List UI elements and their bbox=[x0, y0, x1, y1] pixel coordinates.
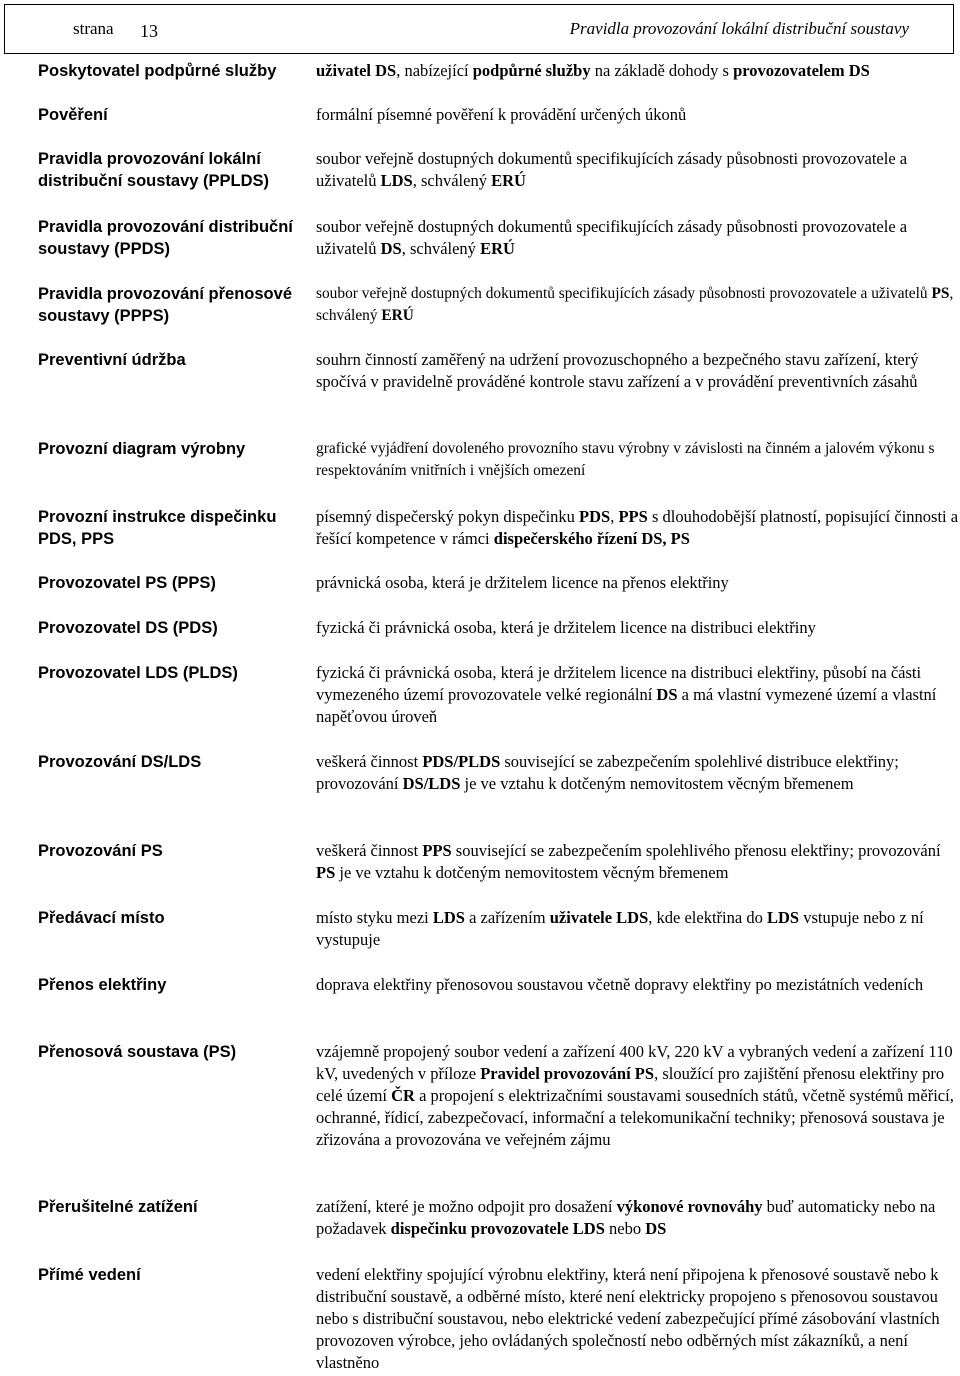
definition-emphasis: DS bbox=[656, 685, 678, 704]
glossary-definition bbox=[316, 1264, 960, 1374]
definition-text: fyzická či právnická osoba, která je držitelem licence na distribuci elektřiny, působí na části vymezeného území provozovatele velké regionální bbox=[316, 663, 922, 704]
glossary-term: Provozovatel DS (PDS) bbox=[38, 619, 218, 637]
definition-text: soubor veřejně dostupných dokumentů specifikujících zásady působnosti provozovatele a uživatelů bbox=[316, 285, 932, 302]
definition-text: zatížení, které je možno odpojit pro dosažení bbox=[316, 1197, 617, 1216]
page-header bbox=[4, 4, 954, 54]
definition-text: vzájemně propojený soubor vedení a zařízení 400 kV, 220 kV a vybraných vedení a zařízení 110 kV, uvedených v příloze bbox=[316, 1042, 953, 1083]
glossary-term: Preventivní údržba bbox=[38, 351, 186, 369]
definition-text: , schválený bbox=[316, 285, 954, 324]
glossary-term: Provozní instrukce dispečinku PDS, PPS bbox=[38, 508, 277, 548]
definition-emphasis: uživatele LDS bbox=[549, 908, 649, 927]
definition-text: související se zabezpečením spolehlivého přenosu elektřiny; provozování bbox=[451, 841, 941, 860]
definition-emphasis: ČR bbox=[391, 1086, 415, 1105]
glossary-term: Přímé vedení bbox=[38, 1266, 141, 1284]
definition-text: a propojení s elektrizačními soustavami sousedních států, včetně systémů měřicí, ochranné, řídicí, zabezpečovací, informační a telekomunikační techniky; přenosová soustava je zřizována a provozována ve veřejném zájmu bbox=[316, 1086, 954, 1149]
definition-text: formální písemné pověření k provádění určených úkonů bbox=[316, 105, 687, 124]
definition-text: na základě dohody s bbox=[590, 61, 734, 80]
definition-text: , schválený bbox=[412, 171, 492, 190]
glossary-term: Provozování DS/LDS bbox=[38, 753, 202, 771]
definition-text: je ve vztahu k dotčeným nemovitostem věcným břemenem bbox=[460, 774, 854, 793]
definition-emphasis: ERÚ bbox=[480, 239, 515, 258]
glossary-definition bbox=[316, 907, 960, 951]
definition-emphasis: Pravidel provozování PS bbox=[480, 1064, 655, 1083]
definition-emphasis: ERÚ bbox=[491, 171, 526, 190]
glossary-definition bbox=[316, 216, 960, 260]
glossary-definition bbox=[316, 506, 960, 550]
definition-text: související se zabezpečením spolehlivé distribuce elektřiny; provozování bbox=[316, 752, 899, 793]
running-title: Pravidla provozování lokální distribuční soustavy bbox=[569, 19, 909, 38]
definition-emphasis: dispečinku provozovatele LDS bbox=[390, 1219, 605, 1238]
glossary-term: Pravidla provozování distribuční soustavy (PPDS) bbox=[38, 218, 293, 258]
glossary-definition bbox=[316, 148, 960, 192]
definition-text: nebo bbox=[604, 1219, 646, 1238]
glossary-definition bbox=[316, 840, 960, 884]
glossary-term: Provozovatel PS (PPS) bbox=[38, 574, 216, 592]
definition-emphasis: LDS bbox=[432, 908, 465, 927]
definition-text: soubor veřejně dostupných dokumentů specifikujících zásady působnosti provozovatele a uživatelů bbox=[316, 217, 908, 258]
definition-emphasis: PPS bbox=[618, 507, 648, 526]
glossary-term: Předávací místo bbox=[38, 909, 165, 927]
glossary-definition bbox=[316, 283, 960, 327]
definition-text: vstupuje nebo z ní vystupuje bbox=[316, 908, 924, 949]
definition-text: písemný dispečerský pokyn dispečinku bbox=[316, 507, 580, 526]
definition-emphasis: PPS bbox=[422, 841, 452, 860]
definition-text: veškerá činnost bbox=[316, 841, 423, 860]
glossary-term: Provozovatel LDS (PLDS) bbox=[38, 664, 238, 682]
glossary-term: Pověření bbox=[38, 106, 108, 124]
definition-emphasis: LDS bbox=[380, 171, 413, 190]
glossary-term: Přerušitelné zatížení bbox=[38, 1198, 198, 1216]
definition-text: místo styku mezi bbox=[316, 908, 433, 927]
definition-text: s dlouhodobější platností, popisující činnosti a řešící kompetence v rámci bbox=[316, 507, 959, 548]
definition-emphasis: PDS/PLDS bbox=[422, 752, 501, 771]
definition-text: grafické vyjádření dovoleného provozního stavu výrobny v závislosti na činném a jalovém výkonu s respektováním vnitřních i vnějších omezení bbox=[316, 440, 935, 479]
glossary-definition bbox=[316, 974, 960, 996]
definition-emphasis: DS/LDS bbox=[402, 774, 461, 793]
glossary-definition bbox=[316, 60, 960, 82]
glossary-definition bbox=[316, 1041, 960, 1151]
glossary-definition bbox=[316, 438, 960, 482]
glossary-definition bbox=[316, 104, 960, 126]
definition-text: , kde elektřina do bbox=[648, 908, 767, 927]
page-number: 13 bbox=[140, 21, 158, 41]
definition-emphasis: PS bbox=[931, 285, 950, 302]
glossary-term: Provozování PS bbox=[38, 842, 163, 860]
definition-emphasis: PDS bbox=[579, 507, 611, 526]
glossary-term: Přenosová soustava (PS) bbox=[38, 1043, 237, 1061]
glossary-definition bbox=[316, 751, 960, 795]
definition-text: je ve vztahu k dotčeným nemovitostem věcným břemenem bbox=[335, 863, 729, 882]
definition-emphasis: DS bbox=[380, 239, 402, 258]
glossary-definition bbox=[316, 662, 960, 728]
definition-emphasis: provozovatelem DS bbox=[733, 61, 870, 80]
definition-emphasis: podpůrné služby bbox=[472, 61, 591, 80]
definition-emphasis: ERÚ bbox=[381, 307, 414, 324]
definition-text: a zařízením bbox=[464, 908, 550, 927]
definition-text: soubor veřejně dostupných dokumentů specifikujících zásady působnosti provozovatele a uživatelů bbox=[316, 149, 908, 190]
definition-emphasis: uživatel DS bbox=[316, 61, 397, 80]
glossary-definition bbox=[316, 572, 960, 594]
definition-text: , schválený bbox=[401, 239, 481, 258]
definition-emphasis: výkonové rovnováhy bbox=[616, 1197, 763, 1216]
glossary-definition bbox=[316, 617, 960, 639]
glossary-term: Pravidla provozování přenosové soustavy (PPPS) bbox=[38, 285, 292, 325]
definition-emphasis: dispečerského řízení DS, PS bbox=[493, 529, 690, 548]
definition-text: doprava elektřiny přenosovou soustavou včetně dopravy elektřiny po mezistátních vedeních bbox=[316, 975, 924, 994]
definition-text: veškerá činnost bbox=[316, 752, 423, 771]
definition-emphasis: LDS bbox=[766, 908, 800, 927]
definition-text: vedení elektřiny spojující výrobnu elektřiny, která není připojena k přenosové soustavě nebo k distribuční soustavě, a odběrné místo, které není elektricky propojeno s přenosovou soustavou nebo s distribuční soustavou, nebo elektrické vedení zabezpečující přímé zásobování vlastních provozoven výrobce, jeho ovládaných společností nebo odběrných míst zákazníků, a není vlastněno bbox=[316, 1265, 940, 1372]
page-label: strana bbox=[73, 19, 114, 38]
glossary-definition bbox=[316, 349, 960, 393]
definition-text: fyzická či právnická osoba, která je držitelem licence na distribuci elektřiny bbox=[316, 618, 816, 637]
definition-text: buď automaticky nebo na požadavek bbox=[316, 1197, 936, 1238]
definition-text: souhrn činností zaměřený na udržení provozuschopného a bezpečného stavu zařízení, který spočívá v pravidelně prováděné kontrole stavu zařízení a v provádění preventivních zásahů bbox=[316, 350, 919, 391]
definition-text: , bbox=[610, 507, 619, 526]
definition-text: , nabízející bbox=[396, 61, 473, 80]
glossary-term: Přenos elektřiny bbox=[38, 976, 167, 994]
glossary-term: Poskytovatel podpůrné služby bbox=[38, 62, 277, 80]
definition-emphasis: PS bbox=[316, 863, 336, 882]
definition-text: a má vlastní vymezené území a vlastní napěťovou úroveň bbox=[316, 685, 937, 726]
glossary-term: Provozní diagram výrobny bbox=[38, 440, 246, 458]
definition-text: , sloužící pro zajištění přenosu elektřiny pro celé území bbox=[316, 1064, 945, 1105]
glossary-term: Pravidla provozování lokální distribuční soustavy (PPLDS) bbox=[38, 150, 270, 190]
definition-emphasis: DS bbox=[645, 1219, 667, 1238]
glossary-definition bbox=[316, 1196, 960, 1240]
definition-text: právnická osoba, která je držitelem licence na přenos elektřiny bbox=[316, 573, 729, 592]
